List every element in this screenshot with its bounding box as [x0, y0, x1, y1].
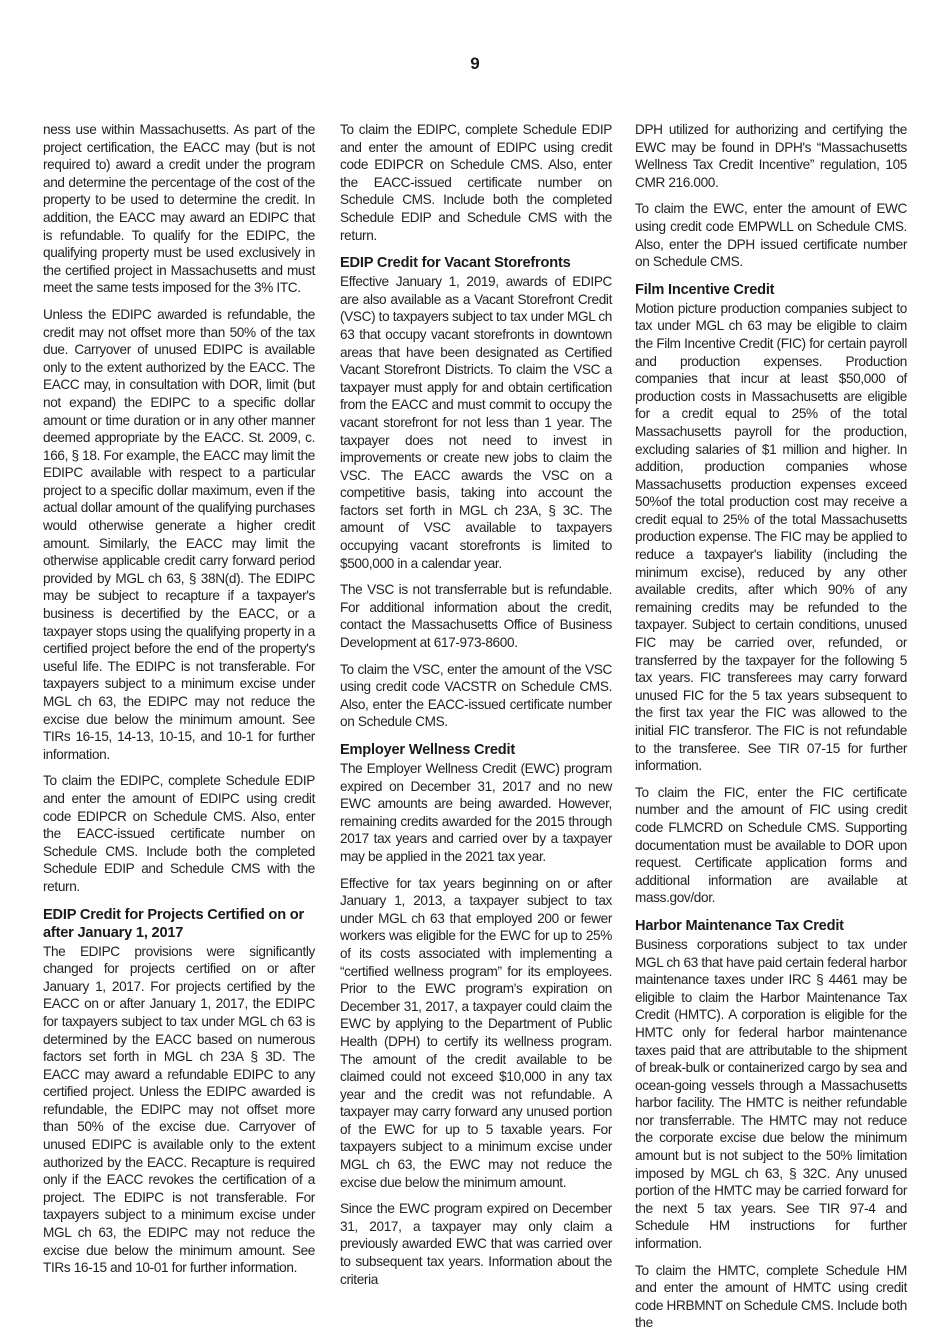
paragraph: To claim the VSC, enter the amount of the VSC using credit code VACSTR on Schedule CMS. Also, enter the EACC-issued certificate number on Schedule CMS.: [340, 661, 612, 730]
paragraph: To claim the EWC, enter the amount of EWC using credit code EMPWLL on Schedule CMS. Also, enter the DPH issued certificate number on Schedule CMS.: [635, 201, 907, 270]
paragraph: To claim the EDIPC, complete Schedule EDIP and enter the amount of EDIPC using credit code EDIPCR on Schedule CMS. Also, enter the EACC-issued certificate number on Schedule CMS. Include both the completed Schedule EDIP and Schedule CMS with the return.: [340, 122, 612, 243]
paragraph: Since the EWC program expired on December 31, 2017, a taxpayer may only claim a previously awarded EWC that was carried over to subsequent tax years. Information about the criteria: [340, 1201, 612, 1287]
section-heading-film-incentive: Film Incentive Credit: [635, 281, 775, 298]
paragraph: DPH utilized for authorizing and certifying the EWC may be found in DPH's “Massachusetts Wellness Tax Credit Incentive” regulation, 105 CMR 216.000.: [635, 122, 907, 190]
paragraph: Unless the EDIPC awarded is refundable, the credit may not offset more than 50% of the tax due. Carryover of unused EDIPC is available only to the extent authorized by the EACC. The EACC may, in consultation with DOR, limit (but not expand) the EDIPC to a specific dollar amount or time duration or in any other manner deemed appropriate by the EACC. St. 2009, c. 166, § 18. For example, the EACC may limit the EDIPC available with respect to a particular project to a specific dollar maximum, even if the actual dollar amount of the qualifying purchases would otherwise generate a higher credit amount. Similarly, the EACC may limit the otherwise applicable credit carry forward period provided by MGL ch 63, § 38N(d). The EDIPC may be subject to recapture if a taxpayer's business is decertified by the EACC, or a taxpayer stops using the qualifying property in a certified project before the end of the property's useful life. The EDIPC is not transferable. For taxpayers subject to a minimum excise under MGL ch 63, the EDIPC may not reduce the excise due below the minimum amount. See TIRs 16-15, 14-13, 10-15, and 10-1 for further information.: [43, 306, 315, 762]
paragraph: To claim the EDIPC, complete Schedule EDIP and enter the amount of EDIPC using credit code EDIPCR on Schedule CMS. Also, enter the EACC-issued certificate number on Schedule CMS. Include both the completed Schedule EDIP and Schedule CMS with the return.: [43, 773, 315, 894]
column-right: [635, 121, 907, 1341]
paragraph: To claim the HMTC, complete Schedule HM and enter the amount of HMTC using credit code HRBMNT on Schedule CMS. Include both the: [635, 1262, 907, 1331]
section-heading-employer-wellness: Employer Wellness Credit: [340, 742, 515, 758]
paragraph: The Employer Wellness Credit (EWC) program expired on December 31, 2017 and no new EWC amounts are being awarded. However, remaining credits awarded for the 2015 through 2017 tax years and carried over by a taxpayer may be applied in the 2021 tax year.: [340, 761, 612, 864]
paragraph: To claim the FIC, enter the FIC certificate number and the amount of FIC using credit code FLMCRD on Schedule CMS. Supporting documentation must be available to DOR upon request. Certificate application forms and additional information are available at mass.gov/dor.: [635, 784, 907, 906]
paragraph: Effective for tax years beginning on or after January 1, 2013, a taxpayer subject to tax under MGL ch 63 that employed 200 or fewer workers was eligible for the EWC for up to 25% of its costs associated with implementing a “certified wellness program” for its employees. Prior to the EWC program's expiration on December 31, 2017, a taxpayer could claim the EWC by applying to the Department of Public Health (DPH) to certify its wellness program. The amount of the credit available to be claimed could not exceed $10,000 in any tax year and the credit was not refundable. A taxpayer may carry forward any unused portion of the EWC for up to 5 taxable years. For taxpayers subject to a minimum excise under MGL ch 63, the EWC may not reduce the excise due below the minimum amount.: [340, 875, 612, 1190]
paragraph: The EDIPC provisions were significantly changed for projects certified on or after January 1, 2017. For projects certified by the EACC on or after January 1, 2017, the EDIPC for taxpayers subject to tax under MGL ch 63 is determined by the EACC based on numerous factors set forth in MGL ch 23A § 3D. The EACC may award a refundable EDIPC to any certified project. Unless the EDIPC awarded is refundable, the EDIPC may not offset more than 50% of the excise due. Carryover of unused EDIPC is available only to the extent authorized by the EACC. Recapture is required only if the EACC revokes the certification of a project. The EDIPC is not transferable. For taxpayers subject to a minimum excise under MGL ch 63, the EDIPC may not reduce the excise due below the minimum amount. See TIRs 16-15 and 10-01 for further information.: [43, 943, 315, 1276]
section-heading-harbor-maintenance: Harbor Maintenance Tax Credit: [635, 917, 844, 934]
page-number: 9: [470, 54, 480, 73]
column-left: [43, 121, 315, 1286]
paragraph: Effective January 1, 2019, awards of EDIPC are also available as a Vacant Storefront Credit (VSC) to taxpayers subject to tax under MGL ch 63 that occupy vacant storefronts in downtown areas that have been designated as Certified Vacant Storefront Districts. To claim the VSC a taxpayer must apply for and obtain certification from the EACC and must commit to occupy the vacant storefront for not less than 1 year. The taxpayer does not need to invest in improvements or create new jobs to claim the VSC. The EACC awards the VSC on a competitive basis, taking into account the factors set forth in MGL ch 23A, § 3C. The amount of VSC available to taxpayers occupying vacant storefronts is limited to $500,000 in a calendar year.: [340, 274, 613, 571]
section-heading-edip-post-2017: EDIP Credit for Projects Certified on or after January 1, 2017: [43, 906, 304, 941]
column-middle: [340, 121, 612, 1297]
section-heading-vacant-storefronts: EDIP Credit for Vacant Storefronts: [340, 255, 571, 272]
paragraph: The VSC is not transferrable but is refundable. For additional information about the credit, contact the Massachusetts Office of Business Development at 617-973-8600.: [340, 582, 612, 651]
paragraph: Business corporations subject to tax under MGL ch 63 that have paid certain federal harbor maintenance taxes under IRC § 4461 may be eligible to claim the Harbor Maintenance Tax Credit (HMTC). A corporation is eligible for the HMTC only for federal harbor maintenance taxes paid that are attributable to the shipment of break-bulk or containerized cargo by sea and ocean-going vessels through a Massachusetts harbor facility. The HMTC is neither refundable nor transferrable. The HMTC may not reduce the corporate excise due below the minimum amount but is not subject to the 50% limitation imposed by MGL ch 63, § 32C. Any unused portion of the HMTC may be carried forward for the next 5 tax years. See TIR 97-4 and Schedule HM instructions for further information.: [635, 936, 907, 1252]
paragraph: Motion picture production companies subject to tax under MGL ch 63 may be eligible to claim the Film Incentive Credit (FIC) for certain payroll and production expenses. Production companies that incur at least $50,000 of production costs in Massachusetts are eligible for a credit equal to 25% of the total Massachusetts payroll for the production, excluding salaries of $1 million and higher. In addition, production companies whose Massachusetts production expenses exceed 50%of the total production cost may receive a credit equal to 25% of the total Massachusetts production expense. The FIC may be applied to reduce a taxpayer's liability (including the minimum excise), reduced by any other available credits, after which 90% of any remaining credits may be refunded to the taxpayer. Subject to certain conditions, unused FIC may be carried over, refunded, or transferred by the taxpayer for the following 5 tax years. FIC transferees may carry forward unused FIC for the 5 tax years subsequent to the first tax year the FIC was allowed to the initial FIC transferor. The FIC is not refundable to the transferee. See TIR 07-15 for further information.: [635, 300, 907, 774]
paragraph: ness use within Massachusetts. As part of the project certification, the EACC may (but is not required to) award a credit under the program and determine the percentage of the cost of the property to be used to determine the credit. In addition, the EACC may award an EDIPC that is refundable. To qualify for the EDIPC, the qualifying property must be used exclusively in the certified project in Massachusetts and must meet the same tests imposed for the 3% ITC.: [43, 122, 315, 296]
